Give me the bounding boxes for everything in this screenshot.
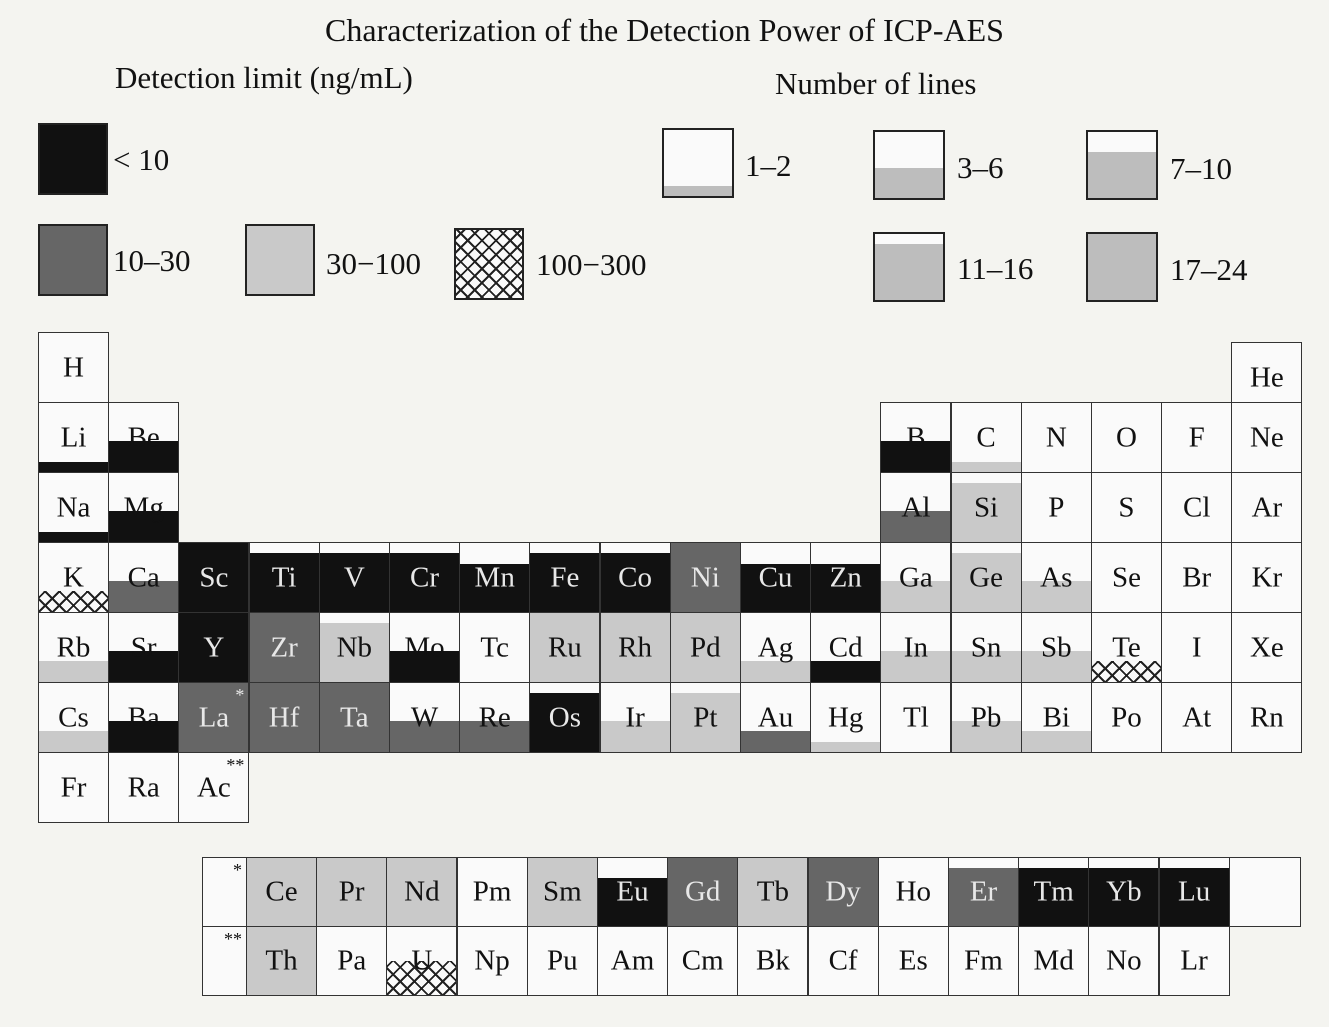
element-symbol: Au: [757, 701, 794, 733]
element-cell-s: [1091, 472, 1162, 543]
element-symbol: Fm: [964, 944, 1003, 977]
element-cell-rh: [600, 612, 671, 683]
element-symbol: Np: [474, 944, 510, 977]
element-cell-tb: [737, 857, 808, 927]
element-cell-fm: [948, 926, 1019, 996]
element-symbol: Bi: [1042, 701, 1070, 733]
element-symbol: Pd: [689, 631, 721, 663]
element-symbol: Ca: [127, 561, 160, 593]
element-symbol: Kr: [1251, 561, 1283, 593]
element-cell-no: [1088, 926, 1159, 996]
element-symbol: W: [410, 701, 439, 733]
element-cell-li: [38, 402, 109, 473]
element-cell-pa: [316, 926, 387, 996]
element-cell-pd: [670, 612, 741, 683]
element-symbol: Be: [127, 421, 160, 453]
element-symbol: Cr: [410, 561, 439, 593]
element-cell-ba: [108, 682, 179, 753]
detection-swatch-dark: [38, 224, 108, 296]
element-symbol: Li: [60, 421, 87, 453]
element-cell-yb: [1088, 857, 1159, 927]
lines-swatch-fill: [1088, 152, 1156, 198]
element-symbol: K: [63, 561, 84, 593]
detection-fill: [39, 731, 108, 752]
element-cell-cd: [810, 612, 881, 683]
element-symbol: Ho: [895, 875, 932, 908]
element-cell-sc: [178, 542, 249, 613]
lines-swatch-label: 1–2: [745, 148, 792, 183]
element-cell-in: [880, 612, 951, 683]
element-cell-h: [38, 332, 109, 403]
detection-fill: [39, 661, 108, 682]
detection-swatch-label: < 10: [113, 142, 170, 177]
element-symbol: Nb: [336, 631, 373, 663]
detection-fill: [741, 731, 810, 752]
element-symbol: Sm: [542, 875, 582, 908]
element-cell-tm: [1018, 857, 1089, 927]
element-symbol: Pu: [546, 944, 578, 977]
element-cell-er: [948, 857, 1019, 927]
element-cell-am: [597, 926, 668, 996]
element-cell-pr: [316, 857, 387, 927]
element-symbol: Si: [974, 491, 999, 523]
lines-swatch-fill: [875, 244, 943, 300]
element-symbol: Bk: [755, 944, 790, 977]
element-symbol: S: [1118, 491, 1135, 523]
element-cell-ra: [108, 752, 179, 823]
element-symbol: Pt: [693, 701, 718, 733]
element-symbol: Am: [610, 944, 655, 977]
element-symbol: Pa: [337, 944, 367, 977]
element-symbol: Cd: [828, 631, 863, 663]
element-cell-at: [1161, 682, 1232, 753]
number-of-lines-legend-title: Number of lines: [775, 66, 977, 101]
element-cell-au: [740, 682, 811, 753]
element-symbol: Xe: [1249, 631, 1284, 663]
element-cell-as: [1021, 542, 1092, 613]
element-symbol: Sc: [199, 561, 229, 593]
element-cell-ne: [1231, 402, 1302, 473]
element-symbol: La: [198, 701, 230, 733]
element-symbol: Zn: [829, 561, 862, 593]
element-cell-na: [38, 472, 109, 543]
element-symbol: N: [1045, 421, 1067, 453]
element-cell-nd: [386, 857, 457, 927]
element-symbol: Ga: [898, 561, 933, 593]
element-cell-ta: [319, 682, 390, 753]
lines-swatch: [873, 130, 945, 200]
element-symbol: Ni: [690, 561, 720, 593]
element-cell-re: [459, 682, 530, 753]
element-cell-ir: [600, 682, 671, 753]
element-symbol: Cu: [758, 561, 793, 593]
element-symbol: F: [1188, 421, 1205, 453]
chart-title: Characterization of the Detection Power of ICP-AES: [325, 12, 1004, 48]
element-cell-hf: [249, 682, 320, 753]
element-cell-n: [1021, 402, 1092, 473]
element-cell-ti: [249, 542, 320, 613]
element-symbol: Sr: [130, 631, 157, 663]
detection-fill: [39, 532, 108, 542]
element-cell-co: [600, 542, 671, 613]
element-symbol: V: [343, 561, 365, 593]
element-cell-bi: [1021, 682, 1092, 753]
element-symbol: At: [1182, 701, 1212, 733]
element-cell-cu: [740, 542, 811, 613]
element-cell-se: [1091, 542, 1162, 613]
element-cell-o: [1091, 402, 1162, 473]
element-symbol: Pr: [338, 875, 365, 908]
element-symbol: He: [1249, 361, 1284, 393]
element-cell-np: [457, 926, 528, 996]
element-symbol: Cm: [681, 944, 724, 977]
lines-swatch-fill: [1088, 234, 1156, 300]
element-symbol: Ge: [969, 561, 1003, 593]
element-cell-hg: [810, 682, 881, 753]
element-symbol: Zr: [270, 631, 298, 663]
lines-swatch-label: 11–16: [957, 251, 1034, 286]
element-symbol: Os: [548, 701, 581, 733]
lines-swatch: [662, 128, 734, 198]
footnote-marker: *: [233, 860, 242, 880]
element-symbol: U: [411, 944, 433, 977]
element-cell-zn: [810, 542, 881, 613]
element-symbol: In: [903, 631, 928, 663]
detection-fill: [1022, 731, 1091, 752]
element-symbol: Ar: [1251, 491, 1283, 523]
element-cell-ho: [878, 857, 949, 927]
element-cell-cr: [389, 542, 460, 613]
element-symbol: Mn: [474, 561, 515, 593]
element-cell-bk: [737, 926, 808, 996]
f-block-marker-cell: [202, 926, 247, 996]
element-symbol: Lr: [1180, 944, 1208, 977]
element-symbol: No: [1106, 944, 1142, 977]
element-symbol: Po: [1111, 701, 1142, 733]
element-cell-i: [1161, 612, 1232, 683]
element-cell-ac: [178, 752, 249, 823]
element-cell-ge: [951, 542, 1022, 613]
detection-fill: [39, 591, 108, 612]
element-cell-cs: [38, 682, 109, 753]
element-cell-v: [319, 542, 390, 613]
element-symbol: Ta: [340, 701, 369, 733]
detection-fill: [811, 661, 880, 682]
element-symbol: Mo: [404, 631, 445, 663]
element-symbol: Rh: [618, 631, 653, 663]
element-symbol: Sb: [1040, 631, 1072, 663]
element-cell-mg: [108, 472, 179, 543]
element-cell-md: [1018, 926, 1089, 996]
element-symbol: Ti: [271, 561, 297, 593]
element-symbol: Na: [56, 491, 91, 523]
element-symbol: Tc: [480, 631, 509, 663]
element-symbol: Re: [478, 701, 511, 733]
element-cell-pm: [457, 857, 528, 927]
element-cell-pu: [527, 926, 598, 996]
element-cell-be: [108, 402, 179, 473]
detection-swatch-label: 10–30: [113, 243, 191, 278]
element-symbol: Lu: [1177, 875, 1211, 908]
element-symbol: Gd: [684, 875, 721, 908]
element-symbol: I: [1191, 631, 1202, 663]
lines-swatch-label: 3–6: [957, 150, 1004, 185]
lines-swatch: [1086, 130, 1158, 200]
element-symbol: Ac: [196, 771, 231, 803]
element-cell-po: [1091, 682, 1162, 753]
element-cell-ru: [529, 612, 600, 683]
element-cell-p: [1021, 472, 1092, 543]
element-cell-zr: [249, 612, 320, 683]
element-cell-br: [1161, 542, 1232, 613]
element-cell-es: [878, 926, 949, 996]
element-cell-y: [178, 612, 249, 683]
element-cell-w: [389, 682, 460, 753]
element-symbol: Tl: [903, 701, 929, 733]
element-cell-ga: [880, 542, 951, 613]
detection-fill: [741, 661, 810, 682]
element-cell-fr: [38, 752, 109, 823]
element-symbol: Se: [1112, 561, 1141, 593]
element-symbol: Nd: [404, 875, 440, 908]
element-cell-kr: [1231, 542, 1302, 613]
footnote-marker: **: [224, 929, 242, 949]
element-symbol: Eu: [616, 875, 649, 908]
element-symbol: Fe: [550, 561, 580, 593]
detection-swatch-xhatch: [454, 228, 524, 300]
element-symbol: Hf: [268, 701, 300, 733]
element-cell-si: [951, 472, 1022, 543]
element-cell-pt: [670, 682, 741, 753]
element-cell-fe: [529, 542, 600, 613]
detection-fill: [952, 462, 1021, 472]
lines-swatch-label: 7–10: [1170, 151, 1232, 186]
element-cell-cf: [808, 926, 879, 996]
element-symbol: Ba: [127, 701, 160, 733]
element-symbol: Ne: [1249, 421, 1284, 453]
detection-swatch-label: 100−300: [536, 247, 647, 282]
element-symbol: Ce: [265, 875, 298, 908]
element-symbol: Cl: [1182, 491, 1211, 523]
element-cell-sr: [108, 612, 179, 683]
element-symbol: Rn: [1249, 701, 1284, 733]
element-symbol: Fr: [60, 771, 87, 803]
element-cell-nb: [319, 612, 390, 683]
detection-swatch-black: [38, 123, 108, 195]
element-symbol: Sn: [970, 631, 1002, 663]
detection-limit-legend-title: Detection limit (ng/mL): [115, 60, 413, 95]
element-symbol: Ag: [757, 631, 794, 663]
element-symbol: Tm: [1033, 875, 1074, 908]
element-cell-cm: [667, 926, 738, 996]
element-symbol: B: [906, 421, 926, 453]
element-symbol: As: [1040, 561, 1073, 593]
detection-fill: [1092, 661, 1161, 682]
element-symbol: Cs: [58, 701, 89, 733]
lines-swatch: [1086, 232, 1158, 302]
element-symbol: C: [976, 421, 996, 453]
element-symbol: Te: [1112, 631, 1141, 663]
element-symbol: Rb: [56, 631, 91, 663]
element-symbol: Br: [1182, 561, 1212, 593]
element-symbol: P: [1048, 491, 1065, 523]
element-symbol: Ra: [127, 771, 160, 803]
element-cell-k: [38, 542, 109, 613]
element-symbol: Md: [1033, 944, 1074, 977]
element-cell-cl: [1161, 472, 1232, 543]
element-symbol: Co: [618, 561, 653, 593]
lines-swatch-fill: [664, 186, 732, 196]
element-cell-sm: [527, 857, 598, 927]
footnote-marker: *: [235, 685, 245, 705]
element-cell-dy: [808, 857, 879, 927]
element-symbol: Cf: [828, 944, 858, 977]
f-block-empty-cell: [1229, 857, 1301, 927]
element-cell-lr: [1159, 926, 1230, 996]
element-symbol: Y: [203, 631, 225, 663]
element-symbol: Er: [969, 875, 998, 908]
element-cell-al: [880, 472, 951, 543]
element-symbol: Pb: [970, 701, 1002, 733]
element-cell-ca: [108, 542, 179, 613]
element-cell-os: [529, 682, 600, 753]
element-cell-ag: [740, 612, 811, 683]
element-symbol: Hg: [827, 701, 864, 733]
element-symbol: O: [1116, 421, 1137, 453]
detection-swatch-light: [245, 224, 315, 296]
element-cell-tl: [880, 682, 951, 753]
element-cell-lu: [1159, 857, 1230, 927]
element-symbol: Mg: [123, 491, 164, 523]
element-cell-gd: [667, 857, 738, 927]
element-cell-c: [951, 402, 1022, 473]
detection-fill: [39, 462, 108, 472]
element-cell-pb: [951, 682, 1022, 753]
element-cell-f: [1161, 402, 1232, 473]
element-cell-ce: [246, 857, 317, 927]
element-symbol: Al: [901, 491, 931, 523]
element-symbol: Es: [898, 944, 928, 977]
lines-swatch-fill: [875, 168, 943, 198]
element-cell-te: [1091, 612, 1162, 683]
element-cell-u: [386, 926, 457, 996]
element-symbol: H: [63, 351, 84, 383]
element-symbol: Th: [265, 944, 298, 977]
element-cell-mn: [459, 542, 530, 613]
element-cell-rb: [38, 612, 109, 683]
lines-swatch-label: 17–24: [1170, 252, 1248, 287]
element-cell-rn: [1231, 682, 1302, 753]
element-symbol: Ir: [625, 701, 645, 733]
element-cell-la: [178, 682, 249, 753]
element-cell-sn: [951, 612, 1022, 683]
element-symbol: Tb: [756, 875, 789, 908]
element-cell-sb: [1021, 612, 1092, 683]
element-symbol: Yb: [1106, 875, 1142, 908]
element-cell-eu: [597, 857, 668, 927]
detection-swatch-label: 30−100: [326, 246, 421, 281]
detection-fill: [811, 742, 880, 752]
lines-swatch: [873, 232, 945, 302]
element-symbol: Pm: [472, 875, 512, 908]
f-block-marker-cell: [202, 857, 247, 927]
element-cell-th: [246, 926, 317, 996]
element-symbol: Dy: [825, 875, 861, 908]
element-symbol: Ru: [547, 631, 582, 663]
element-cell-b: [880, 402, 951, 473]
element-cell-mo: [389, 612, 460, 683]
element-cell-tc: [459, 612, 530, 683]
element-cell-ar: [1231, 472, 1302, 543]
footnote-marker: **: [226, 755, 245, 775]
element-cell-xe: [1231, 612, 1302, 683]
element-cell-ni: [670, 542, 741, 613]
